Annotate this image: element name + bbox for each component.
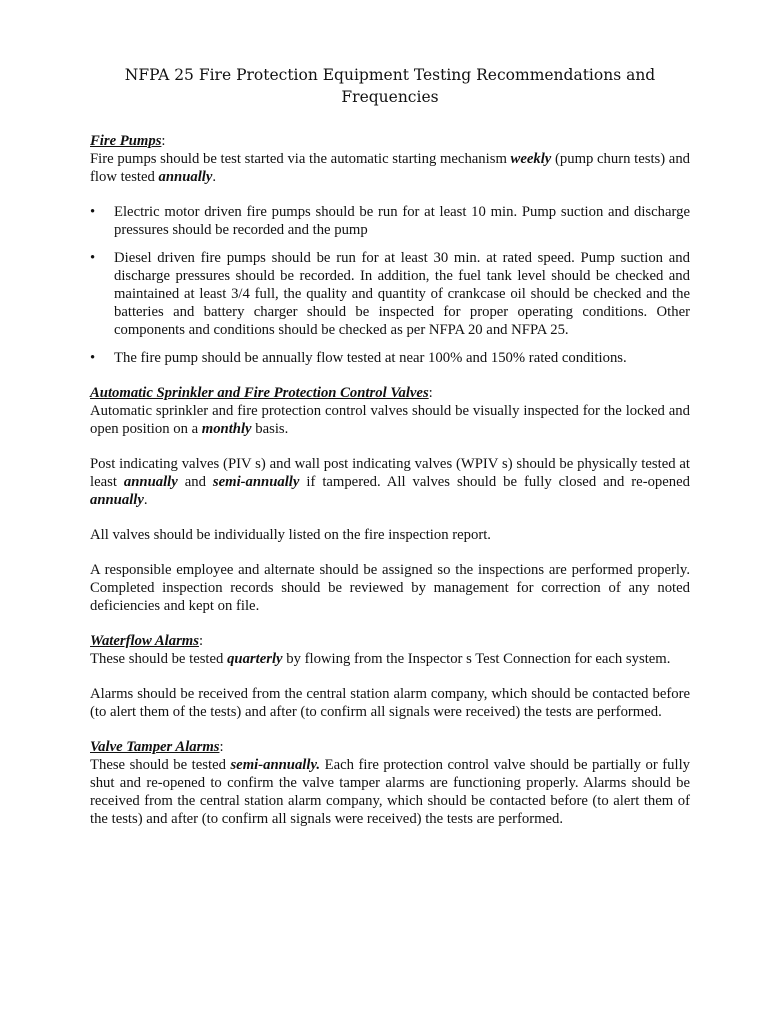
section-heading: Valve Tamper Alarms: (90, 739, 224, 755)
bullet-icon: • (90, 204, 96, 220)
paragraph: Alarms should be received from the central station alarm company, which should be contacted before (to alert them of the tests) and after (to confirm all signals were received) the tests are performed. (90, 686, 690, 720)
frequency-keyword: quarterly (227, 651, 283, 667)
bullet-icon: • (90, 350, 96, 366)
paragraph: These should be tested semi-annually. Each fire protection control valve should be partially or fully shut and re-opened to confirm the valve tamper alarms are functioning properly. Alarms should be received from the central station alarm company, which should be contacted before (to alert them of the tests) and after (to confirm all signals were received) the tests are performed. (90, 757, 690, 827)
bullet-list (90, 203, 690, 367)
frequency-keyword: semi-annually. (230, 757, 321, 773)
frequency-keyword: annually (90, 492, 144, 508)
paragraph: All valves should be individually listed on the fire inspection report. (90, 527, 491, 543)
frequency-keyword: weekly (510, 151, 552, 167)
paragraph: Automatic sprinkler and fire protection control valves should be visually inspected for the locked and open position on a monthly basis. (90, 403, 690, 437)
frequency-keyword: annually (123, 474, 178, 490)
paragraph: Fire pumps should be test started via the automatic starting mechanism weekly (pump churn tests) and flow tested annually. (90, 151, 691, 185)
section-heading: Automatic Sprinkler and Fire Protection Control Valves: (90, 385, 433, 401)
section-fire-pumps (90, 132, 690, 367)
list-item: • The fire pump should be annually flow tested at near 100% and 150% rated conditions. (90, 350, 627, 366)
paragraph: Post indicating valves (PIV s) and wall post indicating valves (WPIV s) should be physically tested at least annually and semi-annually if tampered. All valves should be fully closed and re-opened annually. (90, 456, 691, 508)
frequency-keyword: monthly (201, 421, 252, 437)
document-title: NFPA 25 Fire Protection Equipment Testing Recommendations and Frequencies (124, 66, 656, 106)
bullet-icon: • (90, 250, 96, 266)
paragraph: These should be tested quarterly by flowing from the Inspector s Test Connection for each system. (90, 651, 671, 667)
section-heading: Waterflow Alarms: (90, 633, 204, 649)
frequency-keyword: annually (158, 169, 213, 185)
section-heading: Fire Pumps: (90, 133, 166, 149)
list-item: • Electric motor driven fire pumps should be run for at least 10 min. Pump suction and discharge pressures should be recorded and the pump (90, 204, 690, 238)
section-control-valves (90, 384, 690, 615)
frequency-keyword: semi-annually (212, 474, 300, 490)
paragraph: A responsible employee and alternate should be assigned so the inspections are performed properly. Completed inspection records should be reviewed by management for correction of any noted deficiencies and kept on file. (90, 562, 690, 614)
section-valve-tamper-alarms (90, 738, 690, 828)
list-item: • Diesel driven fire pumps should be run for at least 30 min. at rated speed. Pump suction and discharge pressures should be recorded. In addition, the fuel tank level should be checked and maintained at least 3/4 full, the quality and quantity of crankcase oil should be checked and the batteries and battery charger should be inspected for proper operating conditions. Other components and conditions should be checked as per NFPA 20 and NFPA 25. (90, 250, 690, 338)
section-waterflow-alarms (90, 632, 690, 721)
